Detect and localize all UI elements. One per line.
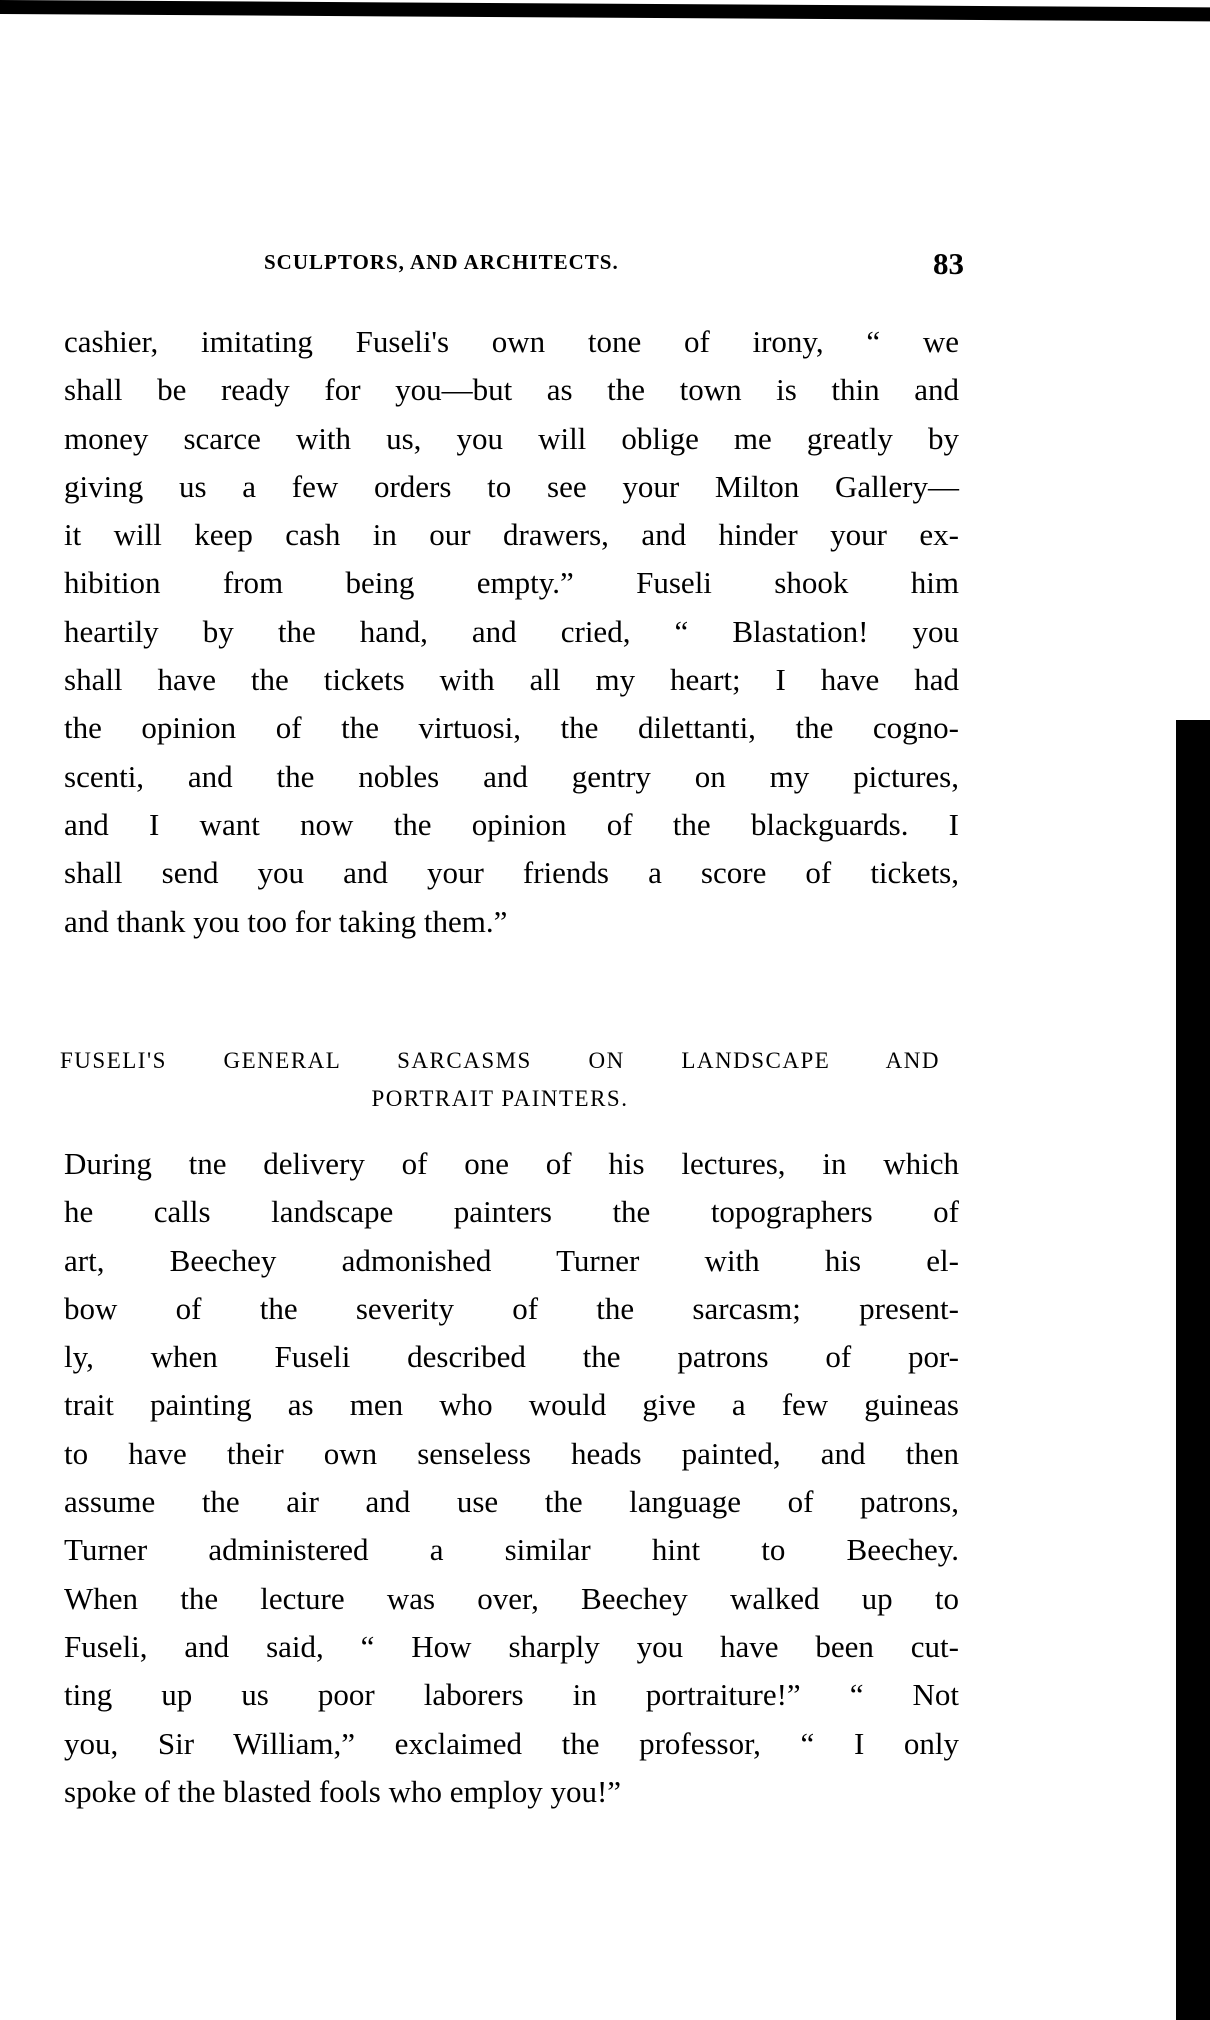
text-line: to have their own senseless heads painted, and then bbox=[64, 1435, 959, 1471]
text-line: art, Beechey admonished Turner with his el- bbox=[64, 1242, 959, 1278]
page-number: 83 bbox=[933, 246, 964, 281]
text-line: spoke of the blasted fools who employ you!” bbox=[64, 1773, 622, 1809]
text-line: it will keep cash in our drawers, and hinder your ex- bbox=[64, 517, 959, 553]
text-line: and I want now the opinion of the blackguards. I bbox=[64, 806, 959, 842]
text-line: shall be ready for you—but as the town is thin and bbox=[64, 372, 959, 408]
text-line: assume the air and use the language of patrons, bbox=[64, 1484, 959, 1520]
text-line: cashier, imitating Fuseli's own tone of irony, “ we bbox=[64, 324, 959, 359]
text-line: shall have the tickets with all my heart; I have had bbox=[64, 662, 959, 698]
text-line: bow of the severity of the sarcasm; present- bbox=[64, 1290, 959, 1326]
text-line: you, Sir William,” exclaimed the professor, “ I only bbox=[64, 1725, 959, 1761]
text-line: the opinion of the virtuosi, the dilettanti, the cogno- bbox=[64, 710, 959, 746]
text-line: and thank you too for taking them.” bbox=[64, 903, 508, 939]
section-heading-line: FUSELI'S GENERAL SARCASMS ON LANDSCAPE AND bbox=[60, 1048, 940, 1073]
text-line: hibition from being empty.” Fuseli shook him bbox=[64, 565, 959, 601]
scan-right-edge bbox=[1176, 720, 1210, 2020]
text-line: ting up us poor laborers in portraiture!” “ Not bbox=[64, 1677, 959, 1713]
text-line: Fuseli, and said, “ How sharply you have been cut- bbox=[64, 1628, 959, 1664]
text-line: giving us a few orders to see your Milton Gallery— bbox=[64, 468, 959, 504]
text-line: scenti, and the nobles and gentry on my pictures, bbox=[64, 758, 959, 794]
running-title: SCULPTORS, AND ARCHITECTS. bbox=[264, 250, 619, 274]
text-line: money scarce with us, you will oblige me greatly by bbox=[64, 420, 959, 456]
paragraph-1 bbox=[64, 318, 959, 946]
text-line: heartily by the hand, and cried, “ Blastation! you bbox=[64, 613, 959, 649]
paragraph-2 bbox=[64, 1140, 959, 1816]
text-line: he calls landscape painters the topographers of bbox=[64, 1194, 959, 1230]
text-line: During tne delivery of one of his lectures, in which bbox=[64, 1146, 959, 1181]
text-line: When the lecture was over, Beechey walked up to bbox=[64, 1580, 959, 1616]
page-header bbox=[64, 246, 964, 286]
section-heading-line: PORTRAIT PAINTERS. bbox=[371, 1086, 629, 1111]
text-line: Turner administered a similar hint to Beechey. bbox=[64, 1532, 959, 1568]
text-line: ly, when Fuseli described the patrons of por- bbox=[64, 1339, 959, 1375]
section-heading bbox=[60, 1042, 940, 1118]
text-line: trait painting as men who would give a few guineas bbox=[64, 1387, 959, 1423]
text-line: shall send you and your friends a score of tickets, bbox=[64, 855, 959, 891]
scan-top-edge bbox=[0, 0, 1210, 21]
